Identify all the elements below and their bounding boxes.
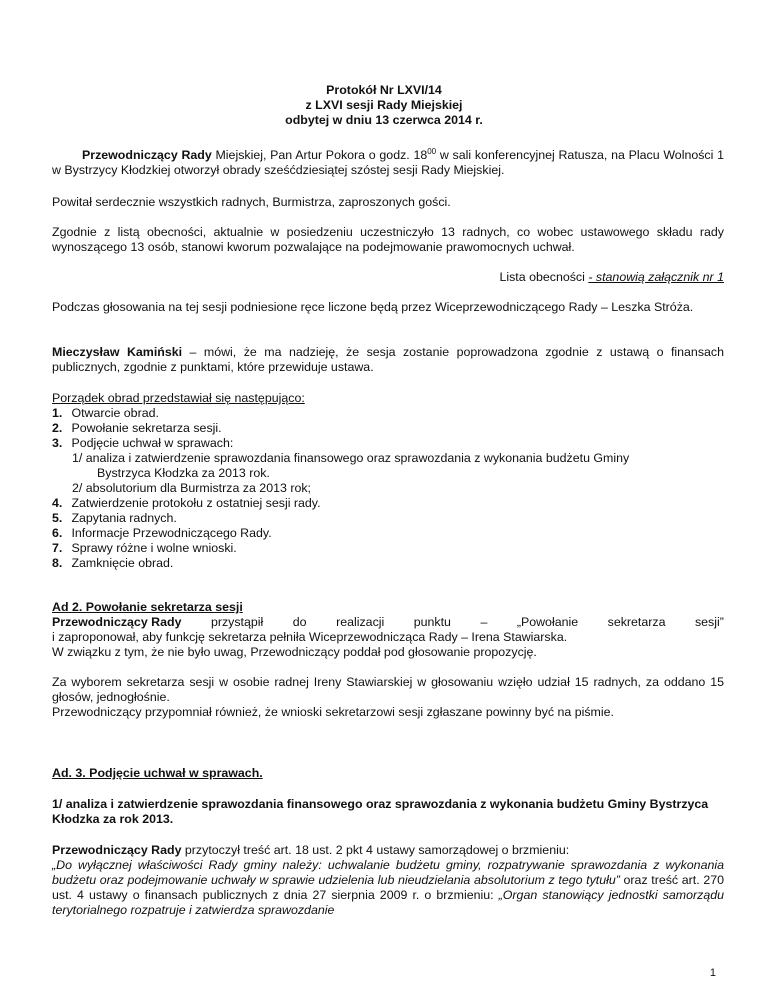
kaminski-text: – mówi, że ma nadzieję, że sesja zostanie poprowadzona zgodnie z ustawą o finansach publicznych, zgodnie z punktami, które przewiduje ustawa. <box>52 345 724 374</box>
voting-paragraph: Podczas głosowania na tej sesji podniesione ręce liczone będą przez Wiceprzewodniczącego Rady – Leszka Stróża. <box>52 300 694 314</box>
ad3-subheading: 1/ analiza i zatwierdzenie sprawozdania finansowego oraz sprawozdania z wykonania budżetu Gminy Bystrzyca Kłodzka za rok 2013. <box>52 797 709 826</box>
ad3-heading: Ad. 3. Podjęcie uchwał w sprawach. <box>52 766 263 780</box>
ad2-heading: Ad 2. Powołanie sekretarza sesji <box>52 600 243 614</box>
agenda-item: 3. Podjęcie uchwał w sprawach: <box>52 436 234 450</box>
opening-paragraph <box>52 148 724 178</box>
agenda-item: 7. Sprawy różne i wolne wnioski. <box>52 541 237 555</box>
greeting-paragraph: Powitał serdecznie wszystkich radnych, Burmistrza, zaproszonych gości. <box>52 195 451 209</box>
hour-superscript: 00 <box>427 147 437 156</box>
agenda-item: 2. Powołanie sekretarza sesji. <box>52 421 222 435</box>
chairman-label: Przewodniczący Rady <box>82 148 212 162</box>
agenda-list <box>52 391 724 571</box>
ad3-paragraph: Przewodniczący Rady przytoczył treść art. 18 ust. 2 pkt 4 ustawy samorządowej o brzmieniu: „Do wyłącznej właściwości Rady gminy należy: uchwalanie budżetu gminy, rozpatrywanie sprawozdania z wykonania budżetu oraz podejmowanie uchwały w sprawie udzielenia lub nieudzielania absolutorium z tego tytułu” oraz treść art. 270 ust. 4 ustawy o finansach publicznych z dnia 27 sierpnia 2009 r. o brzmieniu: „Organ stanowiący jednostki samorządu terytorialnego rozpatruje i zatwierdza sprawozdanie <box>52 843 724 917</box>
agenda-heading: Porządek obrad przedstawiał się następująco: <box>52 391 305 405</box>
kaminski-paragraph <box>52 345 724 375</box>
ad2-line-1: Przewodniczący Rady przystąpił do realizacji punktu – „Powołanie sekretarza sesji” <box>52 615 724 629</box>
ad2-vote-paragraph: Za wyborem sekretarza sesji w osobie radnej Ireny Stawiarskiej w głosowaniu wzięło udział 15 radnych, za oddano 15 głosów, jednogłośnie. <box>52 675 724 704</box>
opening-text-2: w sali konferencyjnej Ratusza, na Placu Wolności 1 w Bystrzycy Kłodzkiej otworzył obrady sześćdziesiątej szóstej sesji Rady Miejskiej. <box>52 148 724 177</box>
protocol-date: odbytej w dniu 13 czerwca 2014 r. <box>285 113 483 127</box>
opening-text-1: Miejskiej, Pan Artur Pokora o godz. 18 <box>211 148 428 162</box>
page-number: 1 <box>709 967 716 979</box>
agenda-item: 6. Informacje Przewodniczącego Rady. <box>52 526 272 540</box>
quorum-paragraph: Zgodnie z listą obecności, aktualnie w posiedzeniu uczestniczyło 13 radnych, co wobec ustawowego składu rady wynoszącego 13 osób, stanowi kworum pozwalające na podejmowanie prawomocnych uchwał. <box>52 225 724 254</box>
protocol-title: Protokół Nr LXVI/14 <box>326 83 442 97</box>
ad2-line-3: W związku z tym, że nie było uwag, Przewodniczący poddał pod głosowanie propozycję. <box>52 645 537 659</box>
agenda-item: 5. Zapytania radnych. <box>52 511 177 525</box>
agenda-subitem: 2/ absolutorium dla Burmistrza za 2013 rok; <box>72 481 311 495</box>
attendance-attachment: - stanowią załącznik nr 1 <box>588 270 724 284</box>
agenda-item: 1. Otwarcie obrad. <box>52 406 159 420</box>
ad2-line-2: i zaproponował, aby funkcję sekretarza pełniła Wiceprzewodnicząca Rady – Irena Stawiarska. <box>52 630 568 644</box>
agenda-item: 8. Zamknięcie obrad. <box>52 556 174 570</box>
attendance-text: Lista obecności <box>499 270 589 284</box>
ad2-remind-paragraph: Przewodniczący przypomniał również, że wnioski sekretarzowi sesji zgłaszane powinny być na piśmie. <box>52 705 614 719</box>
ad2-section <box>52 600 724 660</box>
agenda-subitem-continuation: Bystrzyca Kłodzka za 2013 rok. <box>97 466 270 480</box>
agenda-subitem: 1/ analiza i zatwierdzenie sprawozdania finansowego oraz sprawozdania z wykonania budżetu Gminy <box>72 451 630 465</box>
agenda-item: 4. Zatwierdzenie protokołu z ostatniej sesji rady. <box>52 496 321 510</box>
attendance-note <box>52 270 724 285</box>
kaminski-name: Mieczysław Kamiński <box>52 345 183 359</box>
protocol-subtitle: z LXVI sesji Rady Miejskiej <box>305 98 463 112</box>
